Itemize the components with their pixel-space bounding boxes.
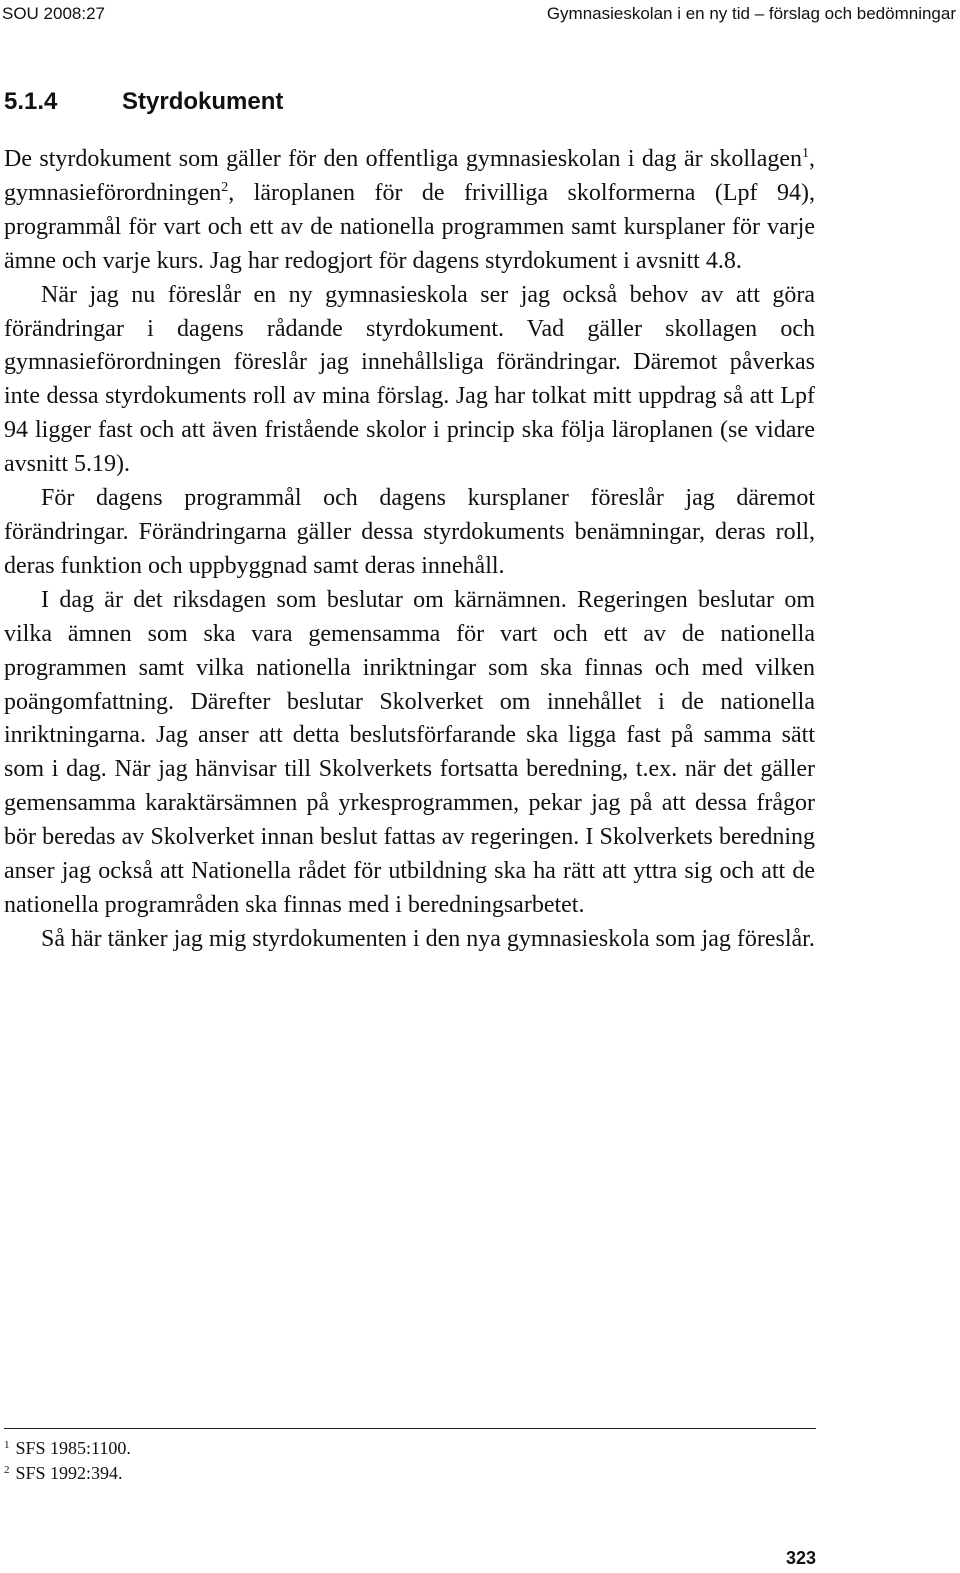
paragraph-3: För dagens programmål och dagens kursplaner föreslår jag däremot förändringar. Förändringarna gäller dessa styrdokuments benämningar, deras roll, deras funktion och uppbyggnad samt deras innehåll. xyxy=(4,485,815,579)
body-text xyxy=(4,143,815,957)
paragraph-1-part-a: De styrdokument som gäller för den offentliga gymnasieskolan i dag är skollagen xyxy=(4,146,802,172)
section-title: Styrdokument xyxy=(122,88,284,115)
paragraph-2: När jag nu föreslår en ny gymnasieskola ser jag också behov av att göra förändringar i dagens rådande styrdokument. Vad gäller skollagen och gymnasieförordningen föreslår jag innehållsliga förändringar. Däremot påverkas inte dessa styrdokuments roll av mina förslag. Jag har tolkat mitt uppdrag så att Lpf 94 ligger fast och att även fristående skolor i princip ska följa läroplanen (se vidare avsnitt 5.19). xyxy=(4,281,815,478)
footnote-1 xyxy=(4,1436,131,1461)
footnote-divider xyxy=(4,1428,816,1429)
section-number: 5.1.4 xyxy=(4,88,58,115)
section-heading xyxy=(4,84,283,120)
footnote-text: SFS 1992:394. xyxy=(15,1463,123,1483)
footnotes xyxy=(4,1436,131,1486)
footnote-ref-2: 2 xyxy=(221,179,229,195)
footnote-marker: 1 xyxy=(4,1439,10,1451)
running-header xyxy=(0,0,960,28)
document-title: Gymnasieskolan i en ny tid – förslag och bedömningar xyxy=(546,4,956,23)
footnote-text: SFS 1985:1100. xyxy=(15,1438,131,1458)
page-number: 323 xyxy=(785,1548,816,1568)
footnote-2 xyxy=(4,1461,131,1486)
paragraph-5: Så här tänker jag mig styrdokumenten i den nya gymnasieskola som jag föreslår. xyxy=(41,925,815,952)
document-id: SOU 2008:27 xyxy=(2,4,106,23)
paragraph-4: I dag är det riksdagen som beslutar om kärnämnen. Regeringen beslutar om vilka ämnen som ska vara gemensamma för vart och ett av de nationella programmen samt vilka nationella inriktningar som ska finnas och med vilken poängomfattning. Därefter beslutar Skolverket om innehållet i de nationella inriktningarna. Jag anser att detta beslutsförfarande ska ligga fast på samma sätt som i dag. När jag hänvisar till Skolverkets fortsatta beredning, t.ex. när det gäller gemensamma karaktärsämnen på yrkesprogrammen, pekar jag på att dessa frågor bör beredas av Skolverket innan beslut fattas av regeringen. I Skolverkets beredning anser jag också att Nationella rådet för utbildning ska ha rätt att yttra sig och att de nationella programråden ska finnas med i beredningsarbetet. xyxy=(4,586,815,918)
paragraph-1-part-c: , läroplanen för de frivilliga skolformerna (Lpf 94), programmål för vart och ett av de nationella programmen samt kursplaner för varje ämne och varje kurs. Jag har redogjort för dagens styrdokument i avsnitt 4.8. xyxy=(4,179,815,274)
paragraph-1-part-b: , gymnasieförordningen xyxy=(4,146,815,206)
footnote-marker: 2 xyxy=(4,1464,10,1476)
footnote-ref-1: 1 xyxy=(802,146,809,161)
paragraph-1 xyxy=(4,143,815,279)
